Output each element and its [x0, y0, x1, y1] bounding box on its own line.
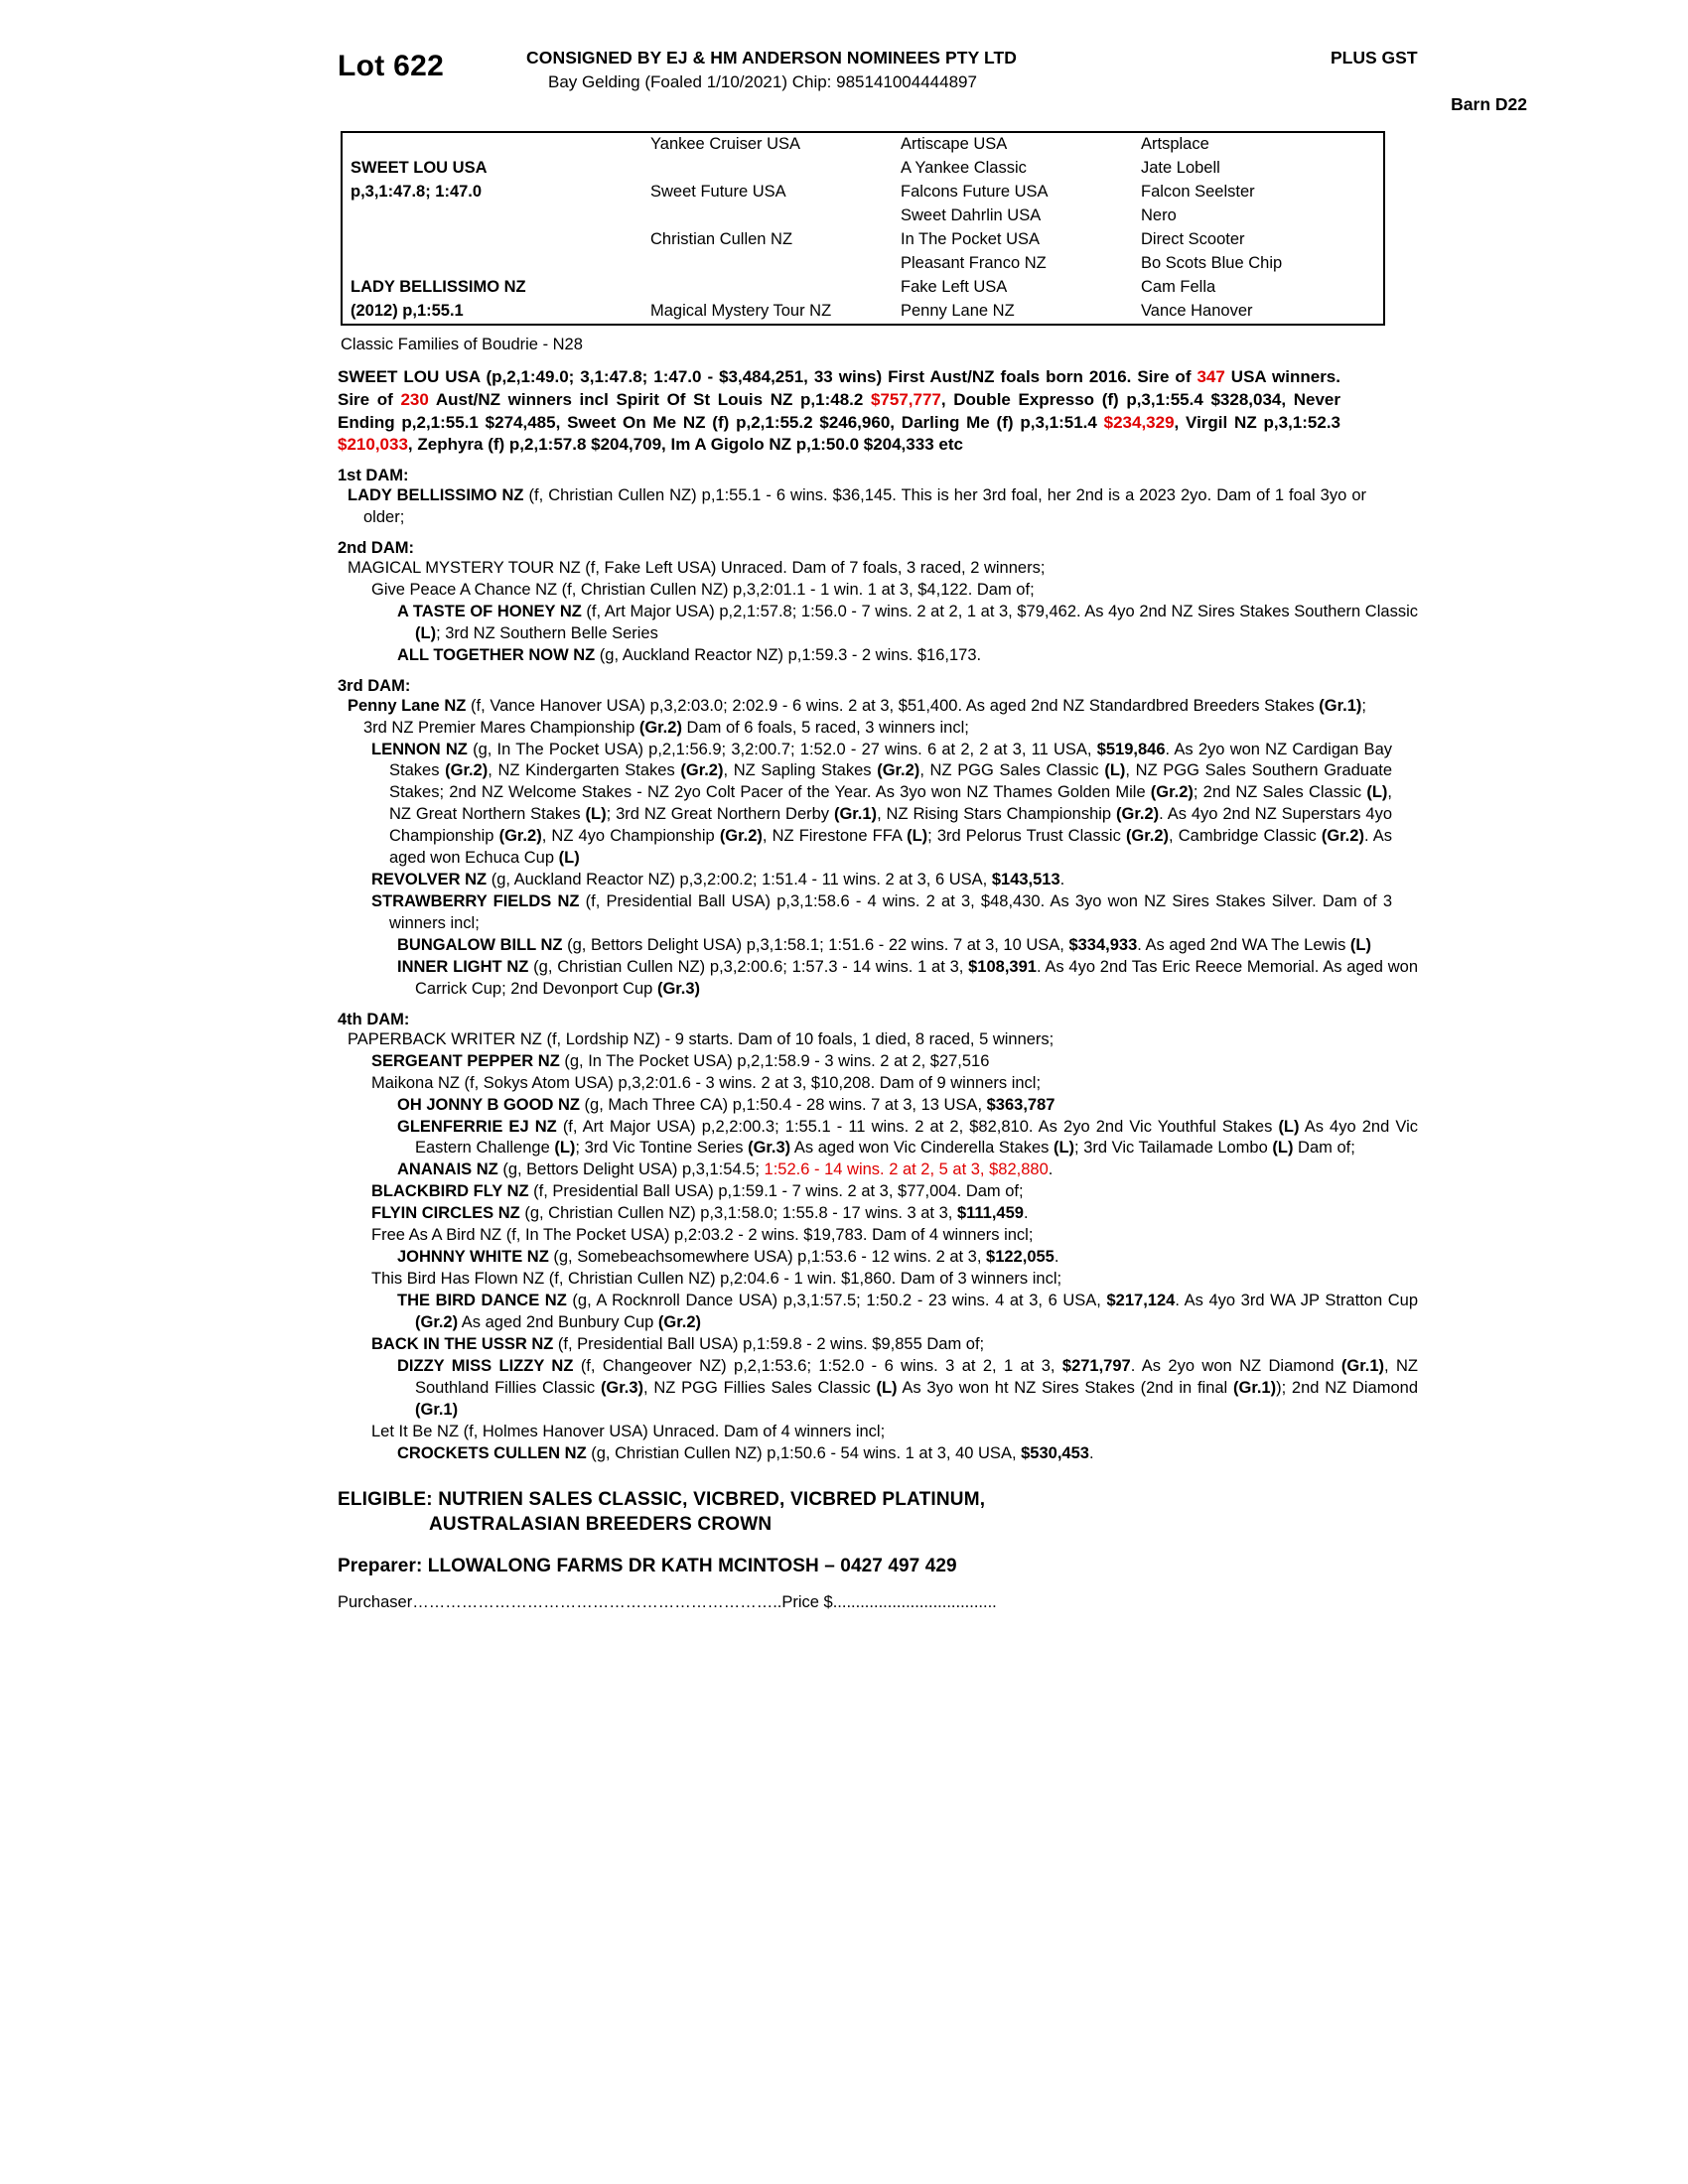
barn-label: Barn D22 — [1451, 94, 1527, 114]
pedigree-dam-dam: Magical Mystery Tour NZ — [650, 302, 832, 320]
pedigree-table-wrapper — [341, 131, 1536, 326]
table-row — [342, 157, 1384, 181]
pedigree-col3-7: Penny Lane NZ — [901, 302, 1015, 320]
pedigree-entry: THE BIRD DANCE NZ (g, A Rocknroll Dance USA) p,3,1:57.5; 1:50.2 - 23 wins. 4 at 3, 6 USA, $217,124. As 4yo 3rd WA JP Stratton Cup (Gr.2) As aged 2nd Bunbury Cup (Gr.2) — [397, 1292, 1419, 1331]
pedigree-entry: INNER LIGHT NZ (g, Christian Cullen NZ) p,3,2:00.6; 1:57.3 - 14 wins. 1 at 3, $108,391. As 4yo 2nd Tas Eric Reece Memorial. As aged won Carrick Cup; 2nd Devonport Cup (Gr.3) — [397, 957, 1418, 998]
pedigree-entry: DIZZY MISS LIZZY NZ (f, Changeover NZ) p,2,1:53.6; 1:52.0 - 6 wins. 3 at 2, 1 at 3, $271,797. As 2yo won NZ Diamond (Gr.1), NZ Southland Fillies Classic (Gr.3), NZ PGG Fillies Sales Classic (L) As 3yo won ht NZ Sires Stakes (2nd in final (Gr.1)); 2nd NZ Diamond (Gr.1) — [397, 1356, 1419, 1419]
pedigree-spacer-7 — [642, 276, 893, 300]
pedigree-col4-6: Cam Fella — [1141, 278, 1216, 296]
pedigree-sire-dam: Sweet Future USA — [650, 183, 786, 201]
table-row — [342, 181, 1384, 205]
pedigree-col3-2: Falcons Future USA — [901, 183, 1049, 201]
pedigree-entry: Free As A Bird NZ (f, In The Pocket USA) p,2:03.2 - 2 wins. $19,783. Dam of 4 winners incl; — [371, 1226, 1034, 1245]
pedigree-spacer-3 — [642, 205, 893, 228]
sire-text-p4: , Double Expresso (f) p,3,1:55.4 $328,034, Never Ending p,2,1:55.1 $274,485, Sweet On Me NZ (f) p,2,1:55.2 $246,960, Darling Me (f) p,3,1:51.4 — [338, 389, 1340, 432]
pedigree-sire-sire: Yankee Cruiser USA — [650, 135, 801, 153]
pedigree-spacer-5 — [342, 252, 642, 276]
pedigree-entry: OH JONNY B GOOD NZ (g, Mach Three CA) p,1:50.4 - 28 wins. 7 at 3, 13 USA, $363,787 — [397, 1095, 1055, 1114]
header-middle — [526, 48, 1311, 92]
pedigree-dam-sire: Christian Cullen NZ — [650, 230, 793, 248]
pedigree-col4-0: Artsplace — [1141, 135, 1209, 153]
sire-text-n4: $234,329 — [1103, 412, 1175, 432]
eligibility-line-2: AUSTRALASIAN BREEDERS CROWN — [429, 1514, 773, 1536]
sire-text-n3: $757,777 — [870, 389, 941, 409]
dam-heading: 4th DAM: — [338, 1010, 410, 1028]
lot-number: Lot 622 — [338, 50, 445, 82]
eligibility-line-1: ELIGIBLE: NUTRIEN SALES CLASSIC, VICBRED, VICBRED PLATINUM, — [338, 1488, 986, 1510]
pedigree-entry: PAPERBACK WRITER NZ (f, Lordship NZ) - 9 starts. Dam of 10 foals, 1 died, 8 raced, 5 winners; — [348, 1029, 1055, 1048]
pedigree-sire-name: SWEET LOU USA — [351, 159, 488, 177]
pedigree-col3-1: A Yankee Classic — [901, 159, 1027, 177]
page-header — [338, 48, 1539, 115]
pedigree-col4-5: Bo Scots Blue Chip — [1141, 254, 1283, 272]
pedigree-sire-record: p,3,1:47.8; 1:47.0 — [351, 183, 483, 201]
pedigree-col3-0: Artiscape USA — [901, 135, 1008, 153]
subject-line: Bay Gelding (Foaled 1/10/2021) Chip: 985141004444897 — [548, 72, 977, 91]
pedigree-entry: REVOLVER NZ (g, Auckland Reactor NZ) p,3,2:00.2; 1:51.4 - 11 wins. 2 at 3, 6 USA, $143,513. — [371, 871, 1065, 889]
table-row — [342, 205, 1384, 228]
pedigree-col3-6: Fake Left USA — [901, 278, 1008, 296]
pedigree-entry: This Bird Has Flown NZ (f, Christian Cullen NZ) p,2:04.6 - 1 win. $1,860. Dam of 3 winners incl; — [371, 1270, 1062, 1289]
pedigree-col3-5: Pleasant Franco NZ — [901, 254, 1047, 272]
pedigree-table — [341, 131, 1385, 326]
sire-summary-paragraph — [338, 366, 1340, 457]
pedigree-entry: MAGICAL MYSTERY TOUR NZ (f, Fake Left USA) Unraced. Dam of 7 foals, 3 raced, 2 winners; — [348, 558, 1046, 577]
table-row — [342, 276, 1384, 300]
consignor-line: CONSIGNED BY EJ & HM ANDERSON NOMINEES PTY LTD — [526, 48, 1018, 68]
pedigree-sire-blank — [342, 132, 642, 157]
pedigree-entry: Penny Lane NZ (f, Vance Hanover USA) p,3,2:03.0; 2:02.9 - 6 wins. 2 at 3, $51,400. As aged 2nd NZ Standardbred Breeders Stakes (Gr.1); 3rd NZ Premier Mares Championship (Gr.2) Dam of 6 foals, 5 raced, 3 winners incl; — [348, 696, 1366, 737]
pedigree-col3-4: In The Pocket USA — [901, 230, 1041, 248]
pedigree-col4-2: Falcon Seelster — [1141, 183, 1255, 201]
pedigree-entry: JOHNNY WHITE NZ (g, Somebeachsomewhere USA) p,1:53.6 - 12 wins. 2 at 3, $122,055. — [397, 1248, 1059, 1267]
pedigree-col3-3: Sweet Dahrlin USA — [901, 206, 1042, 224]
eligibility-block — [338, 1487, 1539, 1538]
sire-text-n2: 230 — [400, 389, 429, 409]
pedigree-entry: Maikona NZ (f, Sokys Atom USA) p,3,2:01.6 - 3 wins. 2 at 3, $10,208. Dam of 9 winners incl; — [371, 1073, 1042, 1092]
pedigree-col4-1: Jate Lobell — [1141, 159, 1220, 177]
table-row — [342, 132, 1384, 157]
pedigree-spacer-2 — [342, 205, 642, 228]
plus-gst-label: PLUS GST — [1331, 48, 1418, 68]
sire-text-p3: Aust/NZ winners incl Spirit Of St Louis NZ p,1:48.2 — [428, 389, 871, 409]
pedigree-entry: BLACKBIRD FLY NZ (f, Presidential Ball USA) p,1:59.1 - 7 wins. 2 at 3, $77,004. Dam of; — [371, 1182, 1024, 1201]
dam-heading: 3rd DAM: — [338, 676, 411, 695]
pedigree-entry: ALL TOGETHER NOW NZ (g, Auckland Reactor NZ) p,1:59.3 - 2 wins. $16,173. — [397, 645, 982, 664]
pedigree-dam-name: LADY BELLISSIMO NZ — [351, 278, 526, 296]
sire-text-p6: , Zephyra (f) p,2,1:57.8 $204,709, Im A Gigolo NZ p,1:50.0 $204,333 etc — [407, 435, 963, 455]
pedigree-entry: BACK IN THE USSR NZ (f, Presidential Ball USA) p,1:59.8 - 2 wins. $9,855 Dam of; — [371, 1334, 985, 1353]
purchaser-line: Purchaser…………………………………………………………..Price $.................................... — [338, 1592, 997, 1611]
pedigree-entry: GLENFERRIE EJ NZ (f, Art Major USA) p,2,2:00.3; 1:55.1 - 11 wins. 2 at 2, $82,810. As 2yo 2nd Vic Youthful Stakes (L) As 4yo 2nd Vic Eastern Challenge (L); 3rd Vic Tontine Series (Gr.3) As aged won Vic Cinderella Stakes (L); 3rd Vic Tailamade Lombo (L) Dam of; — [397, 1117, 1419, 1158]
sire-text-n5: $210,033 — [338, 435, 408, 455]
dam-heading: 2nd DAM: — [338, 538, 414, 557]
classic-families-line: Classic Families of Boudrie - N28 — [341, 336, 583, 353]
pedigree-col4-3: Nero — [1141, 206, 1177, 224]
sire-text-n1: 347 — [1196, 367, 1225, 386]
pedigree-entry: ANANAIS NZ (g, Bettors Delight USA) p,3,1:54.5; 1:52.6 - 14 wins. 2 at 2, 5 at 3, $82,880. — [397, 1160, 1054, 1179]
table-row — [342, 228, 1384, 252]
pedigree-spacer-4 — [342, 228, 642, 252]
sire-text-p2: USA winners. Sire of — [338, 367, 1340, 409]
pedigree-col4-4: Direct Scooter — [1141, 230, 1245, 248]
pedigree-entry: A TASTE OF HONEY NZ (f, Art Major USA) p,2,1:57.8; 1:56.0 - 7 wins. 2 at 2, 1 at 3, $79,462. As 4yo 2nd NZ Sires Stakes Southern Classic (L); 3rd NZ Southern Belle Series — [397, 602, 1418, 642]
table-row — [342, 300, 1384, 325]
pedigree-entry: Let It Be NZ (f, Holmes Hanover USA) Unraced. Dam of 4 winners incl; — [371, 1422, 886, 1440]
preparer-line: Preparer: LLOWALONG FARMS DR KATH MCINTOSH – 0427 497 429 — [338, 1555, 957, 1576]
pedigree-dam-record: (2012) p,1:55.1 — [351, 302, 464, 320]
dam-heading: 1st DAM: — [338, 467, 409, 485]
pedigree-spacer-6 — [642, 252, 893, 276]
pedigree-spacer-1 — [642, 157, 893, 181]
header-right — [1311, 48, 1539, 115]
pedigree-entry: Give Peace A Chance NZ (f, Christian Cullen NZ) p,3,2:01.1 - 1 win. 1 at 3, $4,122. Dam of; — [371, 580, 1035, 599]
pedigree-entry: CROCKETS CULLEN NZ (g, Christian Cullen NZ) p,1:50.6 - 54 wins. 1 at 3, 40 USA, $530,453. — [397, 1443, 1094, 1462]
pedigree-entry: LENNON NZ (g, In The Pocket USA) p,2,1:56.9; 3,2:00.7; 1:52.0 - 27 wins. 6 at 2, 2 at 3, 11 USA, $519,846. As 2yo won NZ Cardigan Bay Stakes (Gr.2), NZ Kindergarten Stakes (Gr.2), NZ Sapling Stakes (Gr.2), NZ PGG Sales Classic (L), NZ PGG Sales Southern Graduate Stakes; 2nd NZ Welcome Stakes - NZ 2yo Colt Pacer of the Year. As 3yo won NZ Thames Golden Mile (Gr.2); 2nd NZ Sales Classic (L), NZ Great Northern Stakes (L); 3rd NZ Great Northern Derby (Gr.1), NZ Rising Stars Championship (Gr.2). As 4yo 2nd NZ Superstars 4yo Championship (Gr.2), NZ 4yo Championship (Gr.2), NZ Firestone FFA (L); 3rd Pelorus Trust Classic (Gr.2), Cambridge Classic (Gr.2). As aged won Echuca Cup (L) — [371, 740, 1393, 868]
sire-text-p1: SWEET LOU USA (p,2,1:49.0; 3,1:47.8; 1:47.0 - $3,484,251, 33 wins) First Aust/NZ foals born 2016. Sire of — [338, 367, 1197, 386]
sire-text-p5: , Virgil NZ p,3,1:52.3 — [1174, 412, 1340, 432]
table-row — [342, 252, 1384, 276]
pedigree-entry: LADY BELLISSIMO NZ (f, Christian Cullen NZ) p,1:55.1 - 6 wins. $36,145. This is her 3rd foal, her 2nd is a 2023 2yo. Dam of 1 foal 3yo or older; — [348, 486, 1366, 526]
pedigree-entry: FLYIN CIRCLES NZ (g, Christian Cullen NZ) p,3,1:58.0; 1:55.8 - 17 wins. 3 at 3, $111,459. — [371, 1204, 1029, 1223]
dam-sections — [338, 467, 1539, 1464]
pedigree-col4-7: Vance Hanover — [1141, 302, 1253, 320]
pedigree-entry: BUNGALOW BILL NZ (g, Bettors Delight USA) p,3,1:58.1; 1:51.6 - 22 wins. 7 at 3, 10 USA, $334,933. As aged 2nd WA The Lewis (L) — [397, 935, 1371, 954]
pedigree-entry: STRAWBERRY FIELDS NZ (f, Presidential Ball USA) p,3,1:58.6 - 4 wins. 2 at 3, $48,430. As 3yo won NZ Sires Stakes Silver. Dam of 3 winners incl; — [371, 892, 1393, 932]
pedigree-entry: SERGEANT PEPPER NZ (g, In The Pocket USA) p,2,1:58.9 - 3 wins. 2 at 2, $27,516 — [371, 1051, 990, 1070]
